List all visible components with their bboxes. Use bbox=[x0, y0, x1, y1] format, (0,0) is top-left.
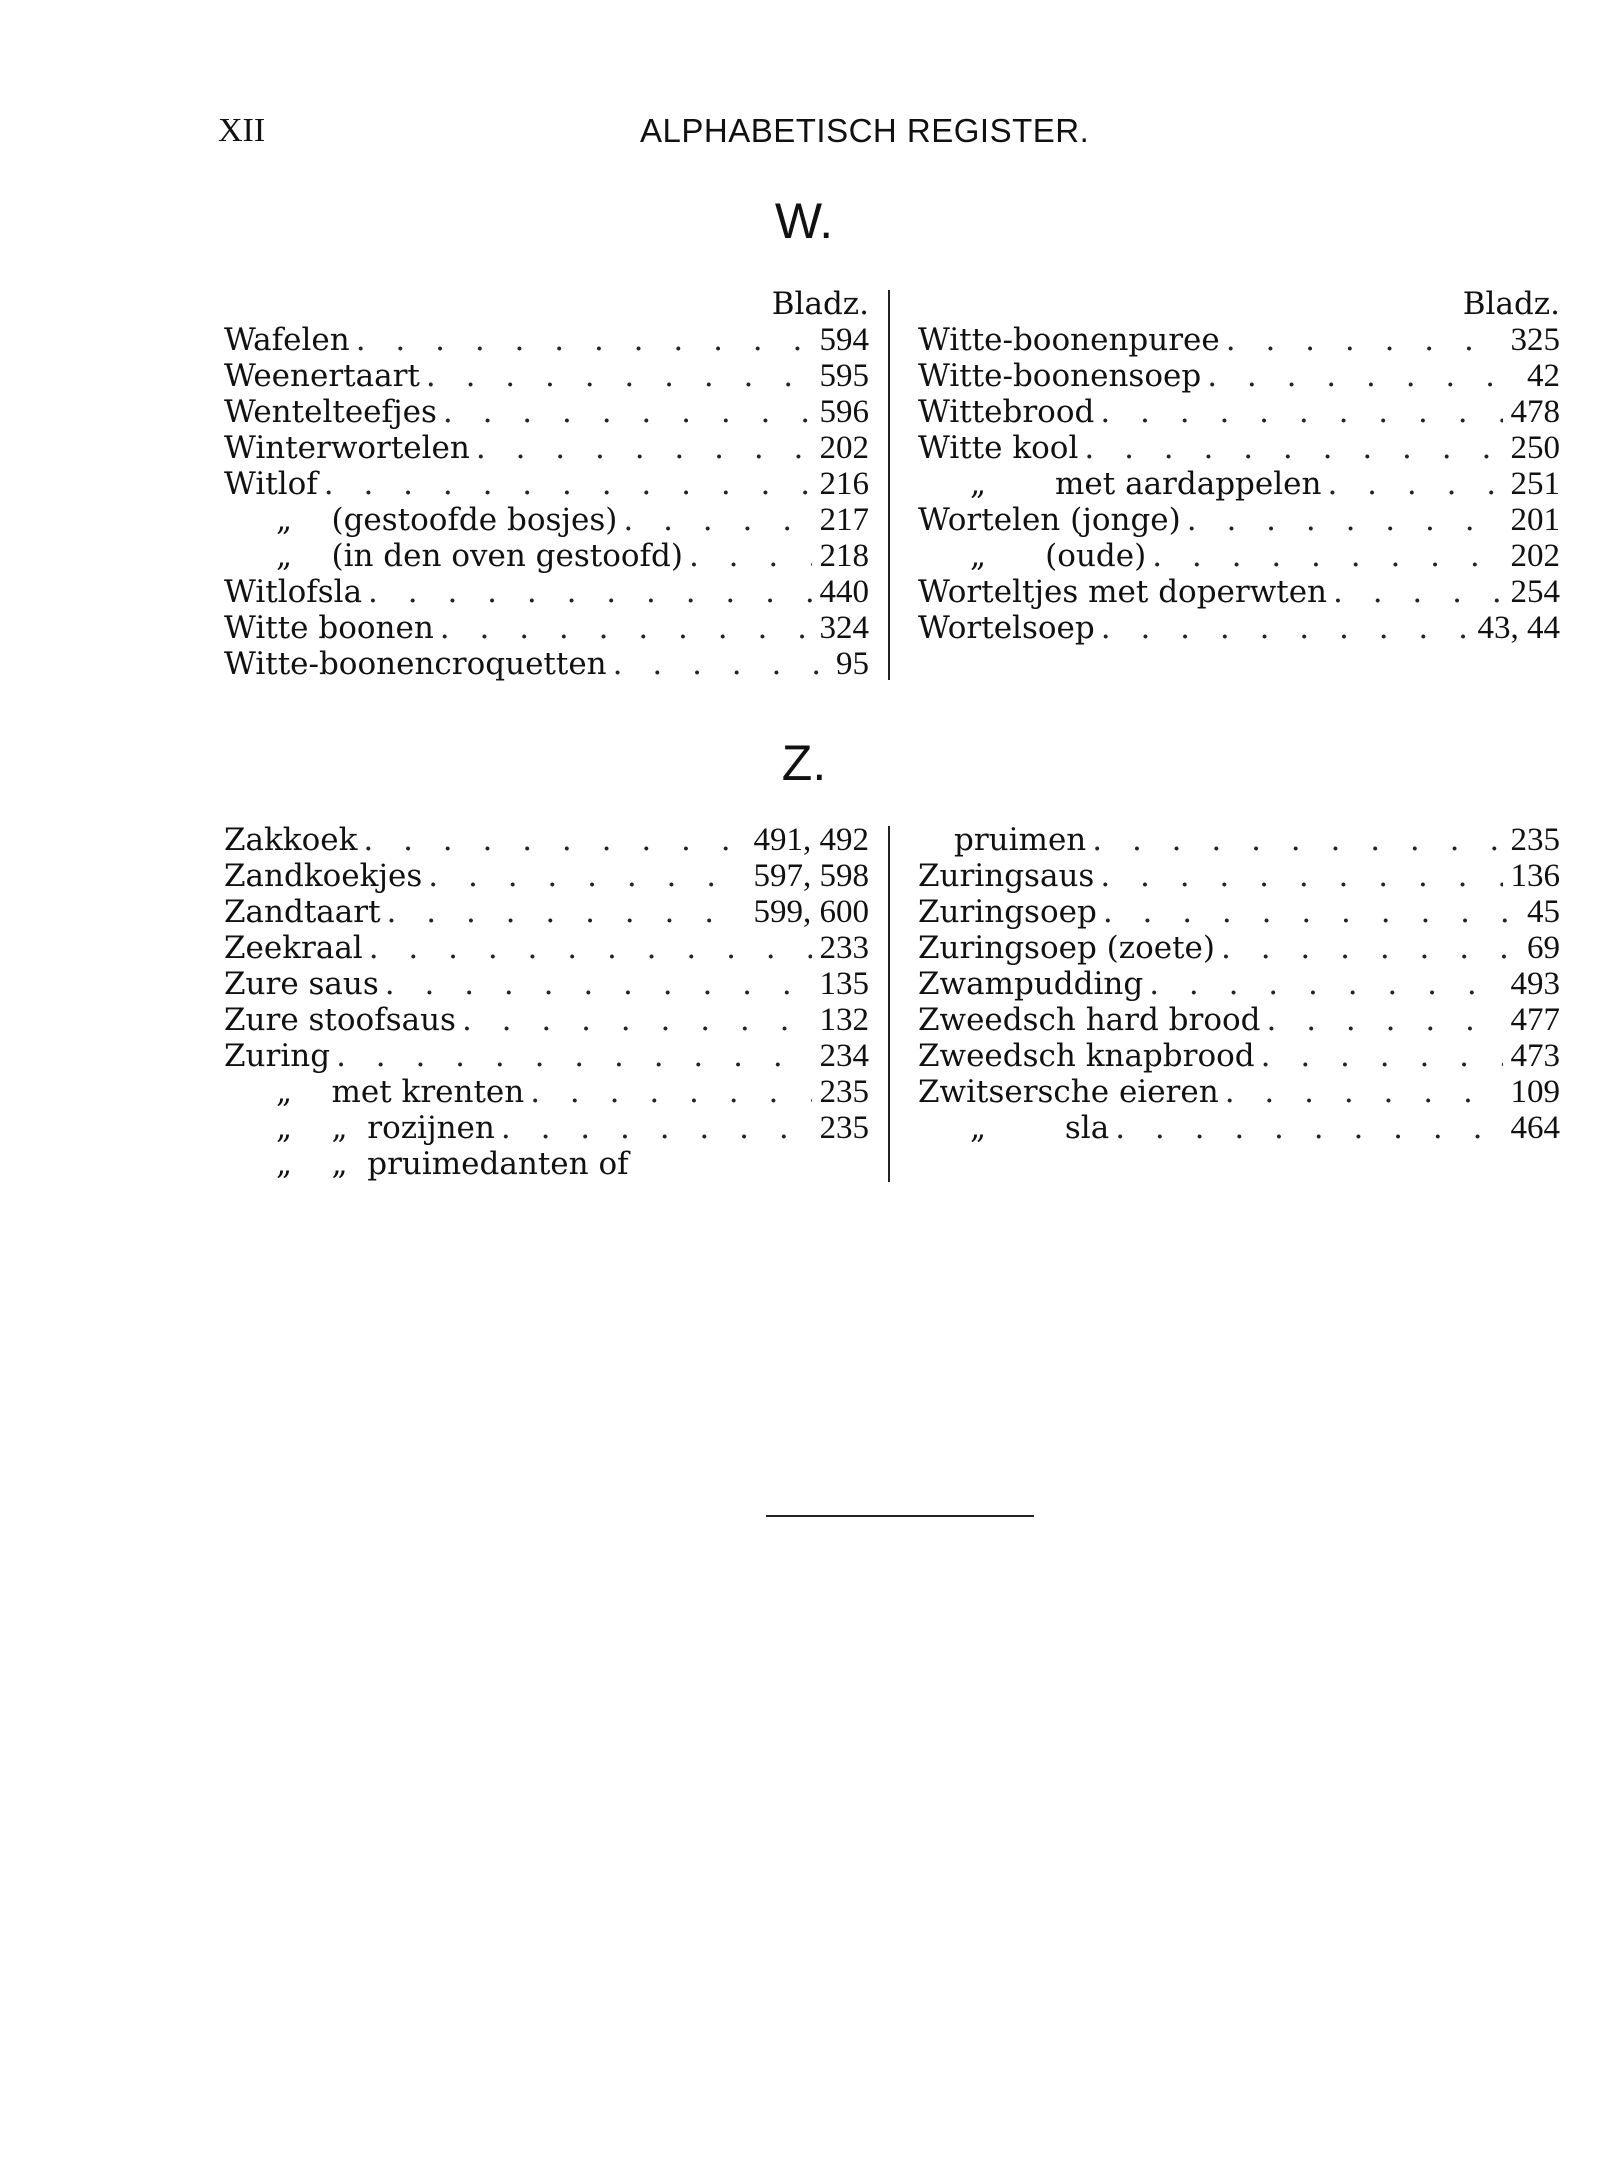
entry-pages: 594 bbox=[819, 322, 869, 358]
leader-dots bbox=[1181, 502, 1503, 538]
entry-pages: 43, 44 bbox=[1477, 610, 1560, 646]
leader-dots bbox=[1327, 574, 1502, 610]
leader-dots bbox=[1086, 822, 1502, 858]
entry-label: Zwitsersche eieren bbox=[918, 1074, 1219, 1110]
section-letter-w: W. bbox=[774, 193, 834, 249]
column-heading: Bladz. bbox=[1462, 286, 1560, 322]
index-entry bbox=[224, 966, 869, 1002]
entry-pages: 202 bbox=[1510, 538, 1560, 574]
leader-dots bbox=[350, 322, 812, 358]
entry-pages: 464 bbox=[1510, 1110, 1560, 1146]
entry-label: Zwampudding bbox=[918, 966, 1144, 1002]
entry-pages: 324 bbox=[819, 610, 869, 646]
entry-pages: 216 bbox=[819, 466, 869, 502]
entry-label: „ (in den oven gestoofd) bbox=[276, 538, 683, 574]
entry-pages: 233 bbox=[819, 930, 869, 966]
leader-dots bbox=[1255, 1038, 1503, 1074]
entry-label: Zandtaart bbox=[224, 894, 381, 930]
entry-label: Zweedsch hard brood bbox=[918, 1002, 1261, 1038]
leader-dots bbox=[1219, 1074, 1503, 1110]
index-entry bbox=[918, 894, 1560, 930]
entry-pages: 595 bbox=[819, 358, 869, 394]
entry-label: Witte-boonensoep bbox=[918, 358, 1202, 394]
leader-dots bbox=[1220, 322, 1503, 358]
entry-pages: 254 bbox=[1510, 574, 1560, 610]
entry-pages: 251 bbox=[1510, 466, 1560, 502]
index-entry bbox=[224, 1002, 869, 1038]
index-entry bbox=[918, 502, 1560, 538]
entry-label: Witte kool bbox=[918, 430, 1079, 466]
entry-label: Wentelteefjes bbox=[224, 394, 437, 430]
entry-pages: 478 bbox=[1510, 394, 1560, 430]
leader-dots bbox=[1097, 894, 1519, 930]
index-entry bbox=[918, 858, 1560, 894]
leader-dots bbox=[1321, 466, 1502, 502]
leader-dots bbox=[1261, 1002, 1503, 1038]
entry-label: Zandkoekjes bbox=[224, 858, 423, 894]
index-entry bbox=[918, 394, 1560, 430]
section-z-right-column bbox=[918, 822, 1560, 1146]
entry-label: pruimen bbox=[954, 822, 1087, 858]
column-divider bbox=[888, 290, 890, 680]
running-title: ALPHABETISCH REGISTER. bbox=[640, 112, 1090, 149]
index-entry bbox=[918, 1002, 1560, 1038]
entry-list bbox=[918, 822, 1560, 1146]
entry-pages: 45 bbox=[1527, 894, 1560, 930]
index-entry bbox=[224, 502, 869, 538]
leader-dots bbox=[1095, 610, 1470, 646]
entry-label: „ (oude) bbox=[970, 538, 1147, 574]
entry-pages: 217 bbox=[819, 502, 869, 538]
section-w-right-column bbox=[918, 286, 1560, 646]
entry-pages: 132 bbox=[819, 1002, 869, 1038]
entry-label: „ sla bbox=[970, 1110, 1110, 1146]
entry-list bbox=[918, 322, 1560, 646]
index-entry bbox=[224, 574, 869, 610]
index-entry bbox=[224, 822, 869, 858]
entry-label: Zuringsoep bbox=[918, 894, 1097, 930]
index-entry bbox=[224, 538, 869, 574]
index-entry bbox=[224, 894, 869, 930]
index-entry bbox=[224, 466, 869, 502]
entry-pages: 136 bbox=[1510, 858, 1560, 894]
entry-pages: 235 bbox=[1510, 822, 1560, 858]
page-number: XII bbox=[218, 112, 266, 149]
leader-dots bbox=[381, 894, 746, 930]
closing-rule bbox=[766, 1515, 1034, 1517]
entry-pages: 218 bbox=[819, 538, 869, 574]
entry-label: Witlof bbox=[224, 466, 318, 502]
leader-dots bbox=[1146, 538, 1502, 574]
entry-pages: 491, 492 bbox=[753, 822, 869, 858]
entry-pages: 234 bbox=[819, 1038, 869, 1074]
entry-label: Zweedsch knapbrood bbox=[918, 1038, 1255, 1074]
index-entry bbox=[224, 394, 869, 430]
entry-label: Zuring bbox=[224, 1038, 331, 1074]
leader-dots bbox=[422, 858, 745, 894]
entry-list bbox=[224, 822, 869, 1182]
index-entry bbox=[918, 466, 1560, 502]
index-entry bbox=[224, 1074, 869, 1110]
leader-dots bbox=[379, 966, 812, 1002]
entry-pages: 597, 598 bbox=[753, 858, 869, 894]
entry-label: Zure saus bbox=[224, 966, 379, 1002]
index-entry bbox=[224, 358, 869, 394]
entry-pages: 201 bbox=[1510, 502, 1560, 538]
entry-pages: 235 bbox=[819, 1074, 869, 1110]
index-entry bbox=[918, 538, 1560, 574]
leader-dots bbox=[470, 430, 812, 466]
leader-dots bbox=[434, 610, 812, 646]
leader-dots bbox=[1215, 930, 1519, 966]
entry-label: Wortelsoep bbox=[918, 610, 1095, 646]
leader-dots bbox=[357, 822, 745, 858]
index-entry bbox=[224, 930, 869, 966]
entry-pages: 202 bbox=[819, 430, 869, 466]
entry-pages: 95 bbox=[836, 646, 869, 682]
entry-pages: 69 bbox=[1527, 930, 1560, 966]
leader-dots bbox=[1201, 358, 1519, 394]
entry-pages: 477 bbox=[1510, 1002, 1560, 1038]
section-w-left-column bbox=[224, 286, 869, 682]
leader-dots bbox=[318, 466, 812, 502]
entry-label: „ (gestoofde bosjes) bbox=[276, 502, 618, 538]
leader-dots bbox=[362, 574, 811, 610]
entry-pages: 135 bbox=[819, 966, 869, 1002]
leader-dots bbox=[1143, 966, 1502, 1002]
entry-label: Zure stoofsaus bbox=[224, 1002, 456, 1038]
entry-label: „ „ rozijnen bbox=[276, 1110, 495, 1146]
section-letter-z: Z. bbox=[781, 735, 827, 791]
leader-dots bbox=[1094, 858, 1502, 894]
entry-pages: 325 bbox=[1510, 322, 1560, 358]
index-entry bbox=[224, 430, 869, 466]
leader-dots bbox=[420, 358, 812, 394]
leader-dots bbox=[1078, 430, 1502, 466]
leader-dots bbox=[617, 502, 811, 538]
entry-label: Weenertaart bbox=[224, 358, 420, 394]
leader-dots bbox=[363, 930, 812, 966]
index-entry bbox=[224, 322, 869, 358]
entry-label: Wittebrood bbox=[918, 394, 1095, 430]
leader-dots bbox=[1109, 1110, 1502, 1146]
entry-label: Winterwortelen bbox=[224, 430, 470, 466]
entry-pages: 250 bbox=[1510, 430, 1560, 466]
index-entry bbox=[224, 1110, 869, 1146]
entry-pages: 109 bbox=[1510, 1074, 1560, 1110]
section-z-left-column bbox=[224, 822, 869, 1182]
index-entry bbox=[918, 430, 1560, 466]
entry-label: Witlofsla bbox=[224, 574, 363, 610]
index-entry bbox=[918, 358, 1560, 394]
index-entry bbox=[224, 610, 869, 646]
entry-pages: 440 bbox=[819, 574, 869, 610]
entry-label: Witte-boonencroquetten bbox=[224, 646, 607, 682]
entry-label: Worteltjes met doperwten bbox=[918, 574, 1328, 610]
entry-label: Zakkoek bbox=[224, 822, 358, 858]
entry-label: Witte boonen bbox=[224, 610, 434, 646]
index-entry bbox=[918, 1110, 1560, 1146]
index-entry bbox=[918, 930, 1560, 966]
entry-pages: 473 bbox=[1510, 1038, 1560, 1074]
index-entry bbox=[224, 858, 869, 894]
leader-dots bbox=[456, 1002, 812, 1038]
leader-dots bbox=[524, 1074, 811, 1110]
leader-dots bbox=[683, 538, 812, 574]
leader-dots bbox=[330, 1038, 811, 1074]
index-entry bbox=[224, 1146, 869, 1182]
index-entry bbox=[918, 966, 1560, 1002]
index-entry bbox=[224, 646, 869, 682]
index-entry bbox=[918, 822, 1560, 858]
entry-pages: 493 bbox=[1510, 966, 1560, 1002]
page-header bbox=[0, 112, 1608, 152]
entry-pages: 599, 600 bbox=[753, 894, 869, 930]
column-divider bbox=[888, 826, 890, 1182]
index-entry bbox=[918, 1074, 1560, 1110]
index-entry bbox=[918, 322, 1560, 358]
entry-label: Witte-boonenpuree bbox=[918, 322, 1220, 358]
entry-label: „ „ pruimedanten of bbox=[276, 1146, 629, 1182]
leader-dots bbox=[1094, 394, 1502, 430]
leader-dots bbox=[437, 394, 812, 430]
entry-label: Zuringsaus bbox=[918, 858, 1095, 894]
entry-pages: 596 bbox=[819, 394, 869, 430]
entry-label: „ met aardappelen bbox=[970, 466, 1322, 502]
index-entry bbox=[918, 1038, 1560, 1074]
column-heading: Bladz. bbox=[771, 286, 869, 322]
entry-label: Zuringsoep (zoete) bbox=[918, 930, 1215, 966]
entry-label: Wafelen bbox=[224, 322, 350, 358]
index-entry bbox=[224, 1038, 869, 1074]
entry-pages: 235 bbox=[819, 1110, 869, 1146]
entry-pages: 42 bbox=[1527, 358, 1560, 394]
index-entry bbox=[918, 610, 1560, 646]
leader-dots bbox=[607, 646, 828, 682]
index-entry bbox=[918, 574, 1560, 610]
leader-dots bbox=[495, 1110, 812, 1146]
entry-label: Wortelen (jonge) bbox=[918, 502, 1181, 538]
entry-label: „ met krenten bbox=[276, 1074, 525, 1110]
entry-list bbox=[224, 322, 869, 682]
entry-label: Zeekraal bbox=[224, 930, 363, 966]
